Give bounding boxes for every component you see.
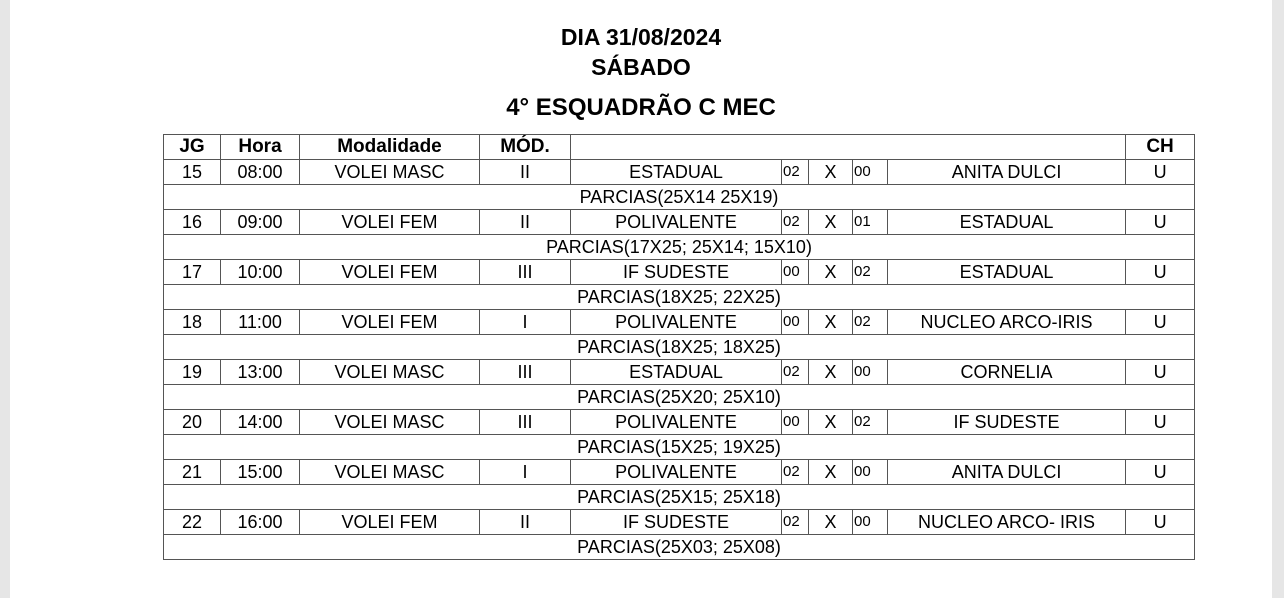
table-row bbox=[164, 310, 1195, 335]
header-hora: Hora bbox=[221, 135, 300, 160]
score-a: 00 bbox=[782, 410, 809, 435]
game-modality: VOLEI FEM bbox=[300, 260, 480, 285]
team-b: ESTADUAL bbox=[888, 210, 1126, 235]
score-b: 00 bbox=[853, 460, 888, 485]
team-b: ESTADUAL bbox=[888, 260, 1126, 285]
header-ch: CH bbox=[1126, 135, 1195, 160]
game-module: III bbox=[480, 360, 571, 385]
game-ch: U bbox=[1126, 510, 1195, 535]
game-time: 14:00 bbox=[221, 410, 300, 435]
table-row bbox=[164, 160, 1195, 185]
game-modality: VOLEI FEM bbox=[300, 510, 480, 535]
game-ch: U bbox=[1126, 210, 1195, 235]
game-ch: U bbox=[1126, 160, 1195, 185]
versus-mark: X bbox=[809, 460, 853, 485]
game-module: II bbox=[480, 210, 571, 235]
parcials-row bbox=[164, 385, 1195, 410]
versus-mark: X bbox=[809, 260, 853, 285]
game-module: III bbox=[480, 260, 571, 285]
parcials-row bbox=[164, 535, 1195, 560]
game-ch: U bbox=[1126, 460, 1195, 485]
set-partials: PARCIAS(25X20; 25X10) bbox=[164, 385, 1195, 410]
document-weekday: SÁBADO bbox=[591, 54, 691, 80]
game-ch: U bbox=[1126, 360, 1195, 385]
game-time: 15:00 bbox=[221, 460, 300, 485]
team-a: ESTADUAL bbox=[571, 160, 782, 185]
game-time: 10:00 bbox=[221, 260, 300, 285]
game-number: 19 bbox=[164, 360, 221, 385]
score-a: 02 bbox=[782, 210, 809, 235]
parcials-row bbox=[164, 485, 1195, 510]
versus-mark: X bbox=[809, 310, 853, 335]
team-b: ANITA DULCI bbox=[888, 160, 1126, 185]
game-number: 18 bbox=[164, 310, 221, 335]
game-time: 11:00 bbox=[221, 310, 300, 335]
game-number: 17 bbox=[164, 260, 221, 285]
parcials-row bbox=[164, 335, 1195, 360]
game-number: 22 bbox=[164, 510, 221, 535]
versus-mark: X bbox=[809, 210, 853, 235]
team-a: POLIVALENTE bbox=[571, 410, 782, 435]
game-modality: VOLEI MASC bbox=[300, 460, 480, 485]
table-row bbox=[164, 510, 1195, 535]
header-modalidade: Modalidade bbox=[300, 135, 480, 160]
parcials-row bbox=[164, 185, 1195, 210]
team-a: IF SUDESTE bbox=[571, 510, 782, 535]
score-b: 00 bbox=[853, 510, 888, 535]
table-row bbox=[164, 460, 1195, 485]
score-a: 02 bbox=[782, 510, 809, 535]
score-a: 02 bbox=[782, 460, 809, 485]
game-number: 16 bbox=[164, 210, 221, 235]
game-number: 20 bbox=[164, 410, 221, 435]
document-date: DIA 31/08/2024 bbox=[560, 24, 722, 50]
games-table bbox=[163, 134, 1195, 560]
game-module: I bbox=[480, 310, 571, 335]
team-a: ESTADUAL bbox=[571, 360, 782, 385]
set-partials: PARCIAS(18X25; 22X25) bbox=[164, 285, 1195, 310]
header-jg: JG bbox=[164, 135, 221, 160]
versus-mark: X bbox=[809, 510, 853, 535]
game-ch: U bbox=[1126, 310, 1195, 335]
game-modality: VOLEI FEM bbox=[300, 310, 480, 335]
game-module: II bbox=[480, 160, 571, 185]
set-partials: PARCIAS(15X25; 19X25) bbox=[164, 435, 1195, 460]
team-a: IF SUDESTE bbox=[571, 260, 782, 285]
team-a: POLIVALENTE bbox=[571, 310, 782, 335]
game-time: 09:00 bbox=[221, 210, 300, 235]
team-b: CORNELIA bbox=[888, 360, 1126, 385]
score-b: 02 bbox=[853, 310, 888, 335]
score-a: 00 bbox=[782, 260, 809, 285]
set-partials: PARCIAS(17X25; 25X14; 15X10) bbox=[164, 235, 1195, 260]
team-a: POLIVALENTE bbox=[571, 210, 782, 235]
games-table-body bbox=[164, 160, 1195, 560]
game-time: 08:00 bbox=[221, 160, 300, 185]
game-ch: U bbox=[1126, 260, 1195, 285]
parcials-row bbox=[164, 435, 1195, 460]
header-matchup bbox=[571, 135, 1126, 160]
parcials-row bbox=[164, 285, 1195, 310]
game-number: 15 bbox=[164, 160, 221, 185]
score-b: 02 bbox=[853, 410, 888, 435]
game-module: I bbox=[480, 460, 571, 485]
game-ch: U bbox=[1126, 410, 1195, 435]
versus-mark: X bbox=[809, 160, 853, 185]
team-b: ANITA DULCI bbox=[888, 460, 1126, 485]
versus-mark: X bbox=[809, 360, 853, 385]
score-a: 02 bbox=[782, 160, 809, 185]
game-module: III bbox=[480, 410, 571, 435]
set-partials: PARCIAS(18X25; 18X25) bbox=[164, 335, 1195, 360]
score-b: 00 bbox=[853, 160, 888, 185]
game-modality: VOLEI FEM bbox=[300, 210, 480, 235]
game-number: 21 bbox=[164, 460, 221, 485]
score-b: 02 bbox=[853, 260, 888, 285]
team-a: POLIVALENTE bbox=[571, 460, 782, 485]
team-b: NUCLEO ARCO- IRIS bbox=[888, 510, 1126, 535]
document-page bbox=[10, 0, 1272, 598]
versus-mark: X bbox=[809, 410, 853, 435]
game-modality: VOLEI MASC bbox=[300, 160, 480, 185]
set-partials: PARCIAS(25X14 25X19) bbox=[164, 185, 1195, 210]
table-row bbox=[164, 410, 1195, 435]
game-time: 16:00 bbox=[221, 510, 300, 535]
set-partials: PARCIAS(25X15; 25X18) bbox=[164, 485, 1195, 510]
team-b: NUCLEO ARCO-IRIS bbox=[888, 310, 1126, 335]
header-mod: MÓD. bbox=[480, 135, 571, 160]
game-modality: VOLEI MASC bbox=[300, 410, 480, 435]
table-row bbox=[164, 260, 1195, 285]
game-modality: VOLEI MASC bbox=[300, 360, 480, 385]
score-a: 00 bbox=[782, 310, 809, 335]
score-b: 00 bbox=[853, 360, 888, 385]
document-unit-title: 4° ESQUADRÃO C MEC bbox=[506, 94, 776, 121]
table-row bbox=[164, 360, 1195, 385]
table-header-row bbox=[164, 135, 1195, 160]
game-time: 13:00 bbox=[221, 360, 300, 385]
parcials-row bbox=[164, 235, 1195, 260]
score-b: 01 bbox=[853, 210, 888, 235]
team-b: IF SUDESTE bbox=[888, 410, 1126, 435]
table-row bbox=[164, 210, 1195, 235]
score-a: 02 bbox=[782, 360, 809, 385]
game-module: II bbox=[480, 510, 571, 535]
set-partials: PARCIAS(25X03; 25X08) bbox=[164, 535, 1195, 560]
